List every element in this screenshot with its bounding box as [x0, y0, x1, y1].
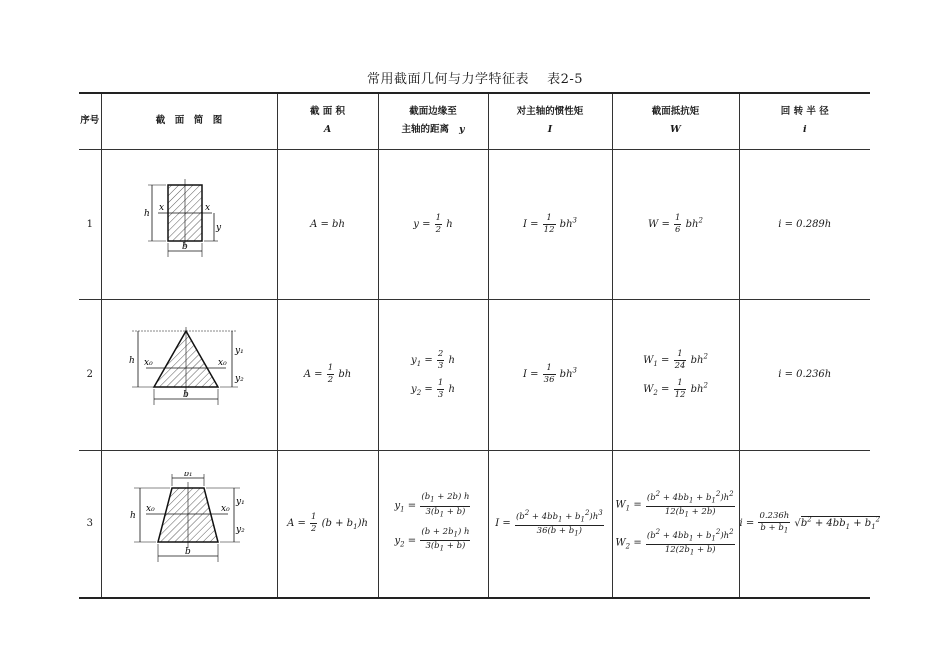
- header-modulus: 截面抵抗矩 W: [612, 93, 739, 149]
- trapezoid-diagram: [101, 450, 277, 598]
- table-row: [79, 299, 870, 450]
- svg-text:y₂: y₂: [235, 374, 244, 384]
- section-properties-table: [79, 92, 881, 599]
- axis-x-label: x: [159, 202, 165, 213]
- area-cell: A = bh: [277, 149, 378, 299]
- table-row: [79, 149, 870, 299]
- svg-text:x₀: x₀: [146, 504, 155, 515]
- inertia-cell: I = $\frac{1}{12}$ $bh^3$: [488, 149, 612, 299]
- inertia-cell: I = $\frac{(b^2 + 4bb_1 + b_1^2)h^3}{36(b + b_1)}$: [488, 450, 612, 598]
- dim-b-label: b: [182, 241, 188, 252]
- table-row: [79, 450, 870, 598]
- area-cell: A = $\frac{1}{2}$ bh: [277, 299, 378, 450]
- header-radius: 回 转 半 径 i: [739, 93, 870, 149]
- header-row: [79, 93, 870, 149]
- row-index: 2: [79, 299, 101, 450]
- header-area: 截 面 积 A: [277, 93, 378, 149]
- row-index: 3: [79, 450, 101, 598]
- modulus-cell: $W_1$ = $\frac{(b^2 + 4bb_1 + b_1^2)h^2}{12(b_1 + 2b)}$ $W_2$ = $\frac{(b^2 + 4bb_1 + b_1^2)h^2}{12(2b_1 + b)}$: [612, 450, 739, 598]
- triangle-diagram: [101, 299, 277, 450]
- svg-text:x₀: x₀: [144, 358, 153, 368]
- dim-h-label: h: [144, 208, 150, 219]
- radius-cell: i = $\frac{0.236h}{b + b_1}$ $√b^2 + 4bb_1 + b_1^2$: [739, 450, 870, 598]
- header-diagram: 截 面 简 图: [101, 93, 277, 149]
- distance-cell: $y_1$ = $\frac{(b_1 + 2b) h}{3(b_1 + b)}$ $y_2$ = $\frac{(b + 2b_1) h}{3(b_1 + b)}$: [378, 450, 488, 598]
- area-cell: A = $\frac{1}{2}$ $(b + b_1)h$: [277, 450, 378, 598]
- svg-text:x₀: x₀: [218, 358, 227, 368]
- svg-text:x₀: x₀: [221, 504, 230, 515]
- svg-text:h: h: [129, 356, 135, 366]
- row-index: 1: [79, 149, 101, 299]
- svg-text:h: h: [130, 511, 136, 522]
- radius-cell: i = 0.236h: [739, 299, 870, 450]
- distance-cell: y = $\frac{1}{2}$ h: [378, 149, 488, 299]
- header-index: 序号: [79, 93, 101, 149]
- dim-y-label: y: [216, 222, 222, 233]
- svg-text:y₁: y₁: [235, 346, 244, 356]
- svg-text:b: b: [183, 390, 189, 400]
- distance-cell: $y_1$ = $\frac{2}{3}$ h $y_2$ = $\frac{1}{3}$ h: [378, 299, 488, 450]
- header-distance: 截面边缘至 主轴的距离 y: [378, 93, 488, 149]
- modulus-cell: $W_1$ = $\frac{1}{24}$ $bh^2$ $W_2$ = $\frac{1}{12}$ $bh^2$: [612, 299, 739, 450]
- header-inertia: 对主轴的惯性矩 I: [488, 93, 612, 149]
- svg-text:y₂: y₂: [236, 525, 245, 536]
- inertia-cell: I = $\frac{1}{36}$ $bh^3$: [488, 299, 612, 450]
- modulus-cell: W = $\frac{1}{6}$ $bh^2$: [612, 149, 739, 299]
- svg-text:x: x: [205, 202, 211, 213]
- svg-text:b: b: [185, 547, 191, 558]
- radius-cell: i = 0.289h: [739, 149, 870, 299]
- svg-text:b₁: b₁: [184, 472, 193, 479]
- table-caption: 常用截面几何与力学特征表 表2-5: [366, 72, 584, 87]
- svg-text:y₁: y₁: [236, 497, 245, 508]
- rectangle-diagram: [101, 149, 277, 299]
